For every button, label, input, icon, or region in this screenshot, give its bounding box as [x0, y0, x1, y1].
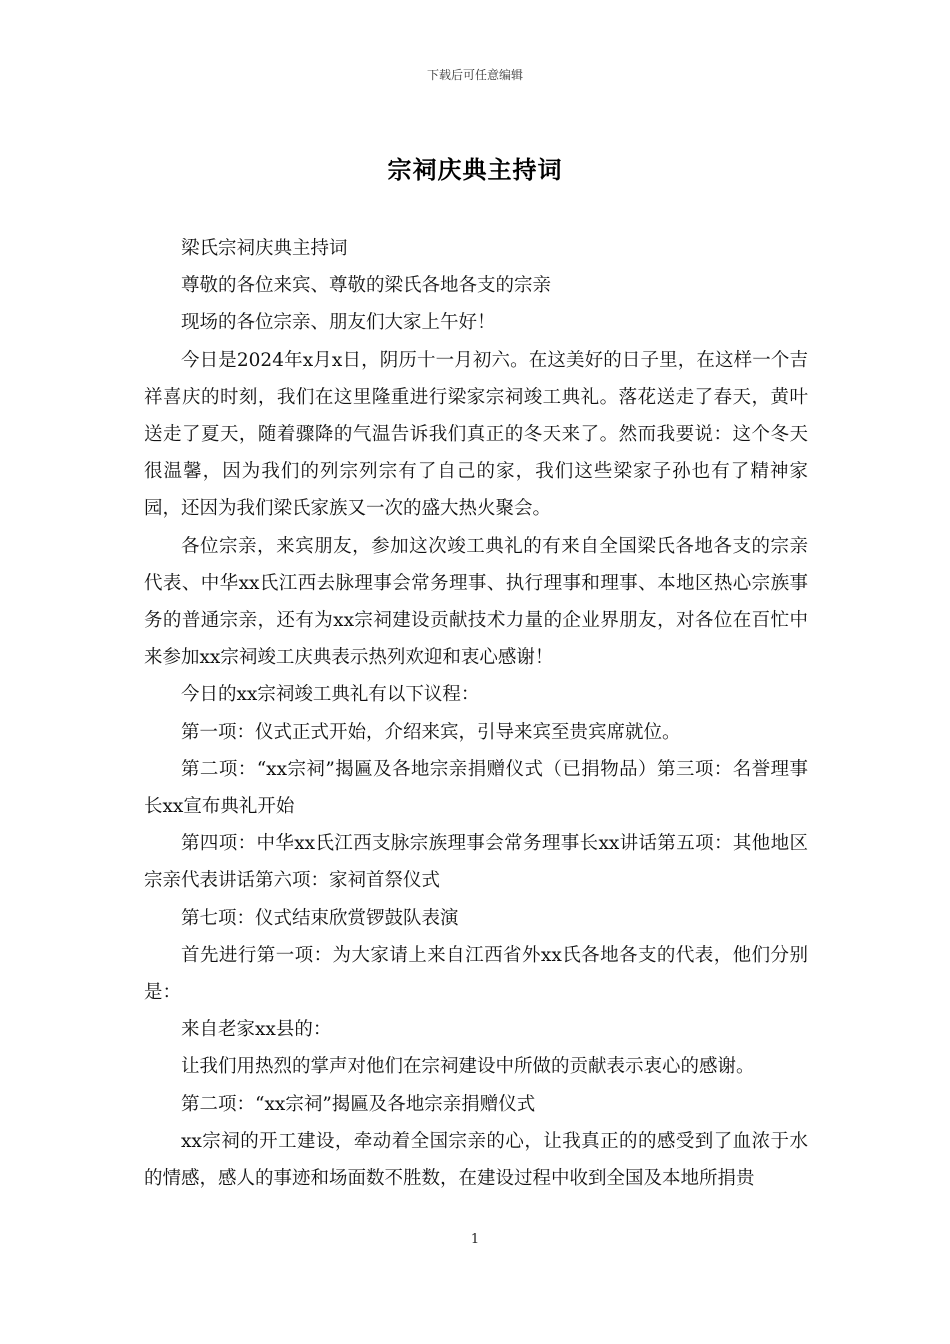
paragraph: 各位宗亲，来宾朋友，参加这次竣工典礼的有来自全国梁氏各地各支的宗亲代表、中华xx氏江西去脉理事会常务理事、执行理事和理事、本地区热心宗族事务的普通宗亲，还有为xx宗祠建设贡献技术力量的企业界朋友，对各位在百忙中来参加xx宗祠竣工庆典表示热列欢迎和衷心感谢！ — [144, 535, 808, 669]
paragraph: 尊敬的各位来宾、尊敬的梁氏各地各支的宗亲 — [181, 275, 552, 297]
paragraph: 第四项：中华xx氏江西支脉宗族理事会常务理事长xx讲话第五项：其他地区宗亲代表讲话第六项：家祠首祭仪式 — [144, 833, 808, 892]
paragraph: 今日是2024年x月x日，阴历十一月初六。在这美好的日子里，在这样一个吉祥喜庆的时刻，我们在这里隆重进行梁家宗祠竣工典礼。落花送走了春天，黄叶送走了夏天，随着骤降的气温告诉我们真正的冬天来了。然而我要说：这个冬天很温馨，因为我们的列宗列宗有了自己的家，我们这些梁家子孙也有了精神家园，还因为我们梁氏家族又一次的盛大热火聚会。 — [144, 349, 808, 520]
paragraph: 第一项：仪式正式开始，介绍来宾，引导来宾至贵宾席就位。 — [181, 721, 681, 743]
paragraph: 首先进行第一项：为大家请上来自江西省外xx氏各地各支的代表，他们分别是： — [144, 944, 808, 1004]
paragraph: 现场的各位宗亲、朋友们大家上午好！ — [181, 312, 496, 334]
paragraph: xx宗祠的开工建设，牵动着全国宗亲的心，让我真正的的感受到了血浓于水的情感，感人的事迹和场面数不胜数，在建设过程中收到全国及本地所捐贵 — [144, 1130, 808, 1190]
document-body — [144, 230, 808, 1197]
document-title: 宗祠庆典主持词 — [387, 155, 563, 184]
paragraph: 让我们用热烈的掌声对他们在宗祠建设中所做的贡献表示衷心的感谢。 — [181, 1056, 755, 1078]
paragraph: 第二项：“xx宗祠”揭匾及各地宗亲捐赠仪式 — [181, 1093, 536, 1115]
page-number: 1 — [470, 1232, 480, 1247]
paragraph: 第二项：“xx宗祠”揭匾及各地宗亲捐赠仪式（已捐物品）第三项：名誉理事长xx宣布典礼开始 — [144, 758, 808, 818]
paragraph: 第七项：仪式结束欣赏锣鼓队表演 — [181, 907, 459, 929]
paragraph: 来自老家xx县的： — [181, 1019, 332, 1041]
paragraph: 今日的xx宗祠竣工典礼有以下议程： — [181, 684, 480, 706]
header-note: 下载后可任意编辑 — [426, 68, 523, 82]
paragraph: 梁氏宗祠庆典主持词 — [181, 238, 348, 259]
